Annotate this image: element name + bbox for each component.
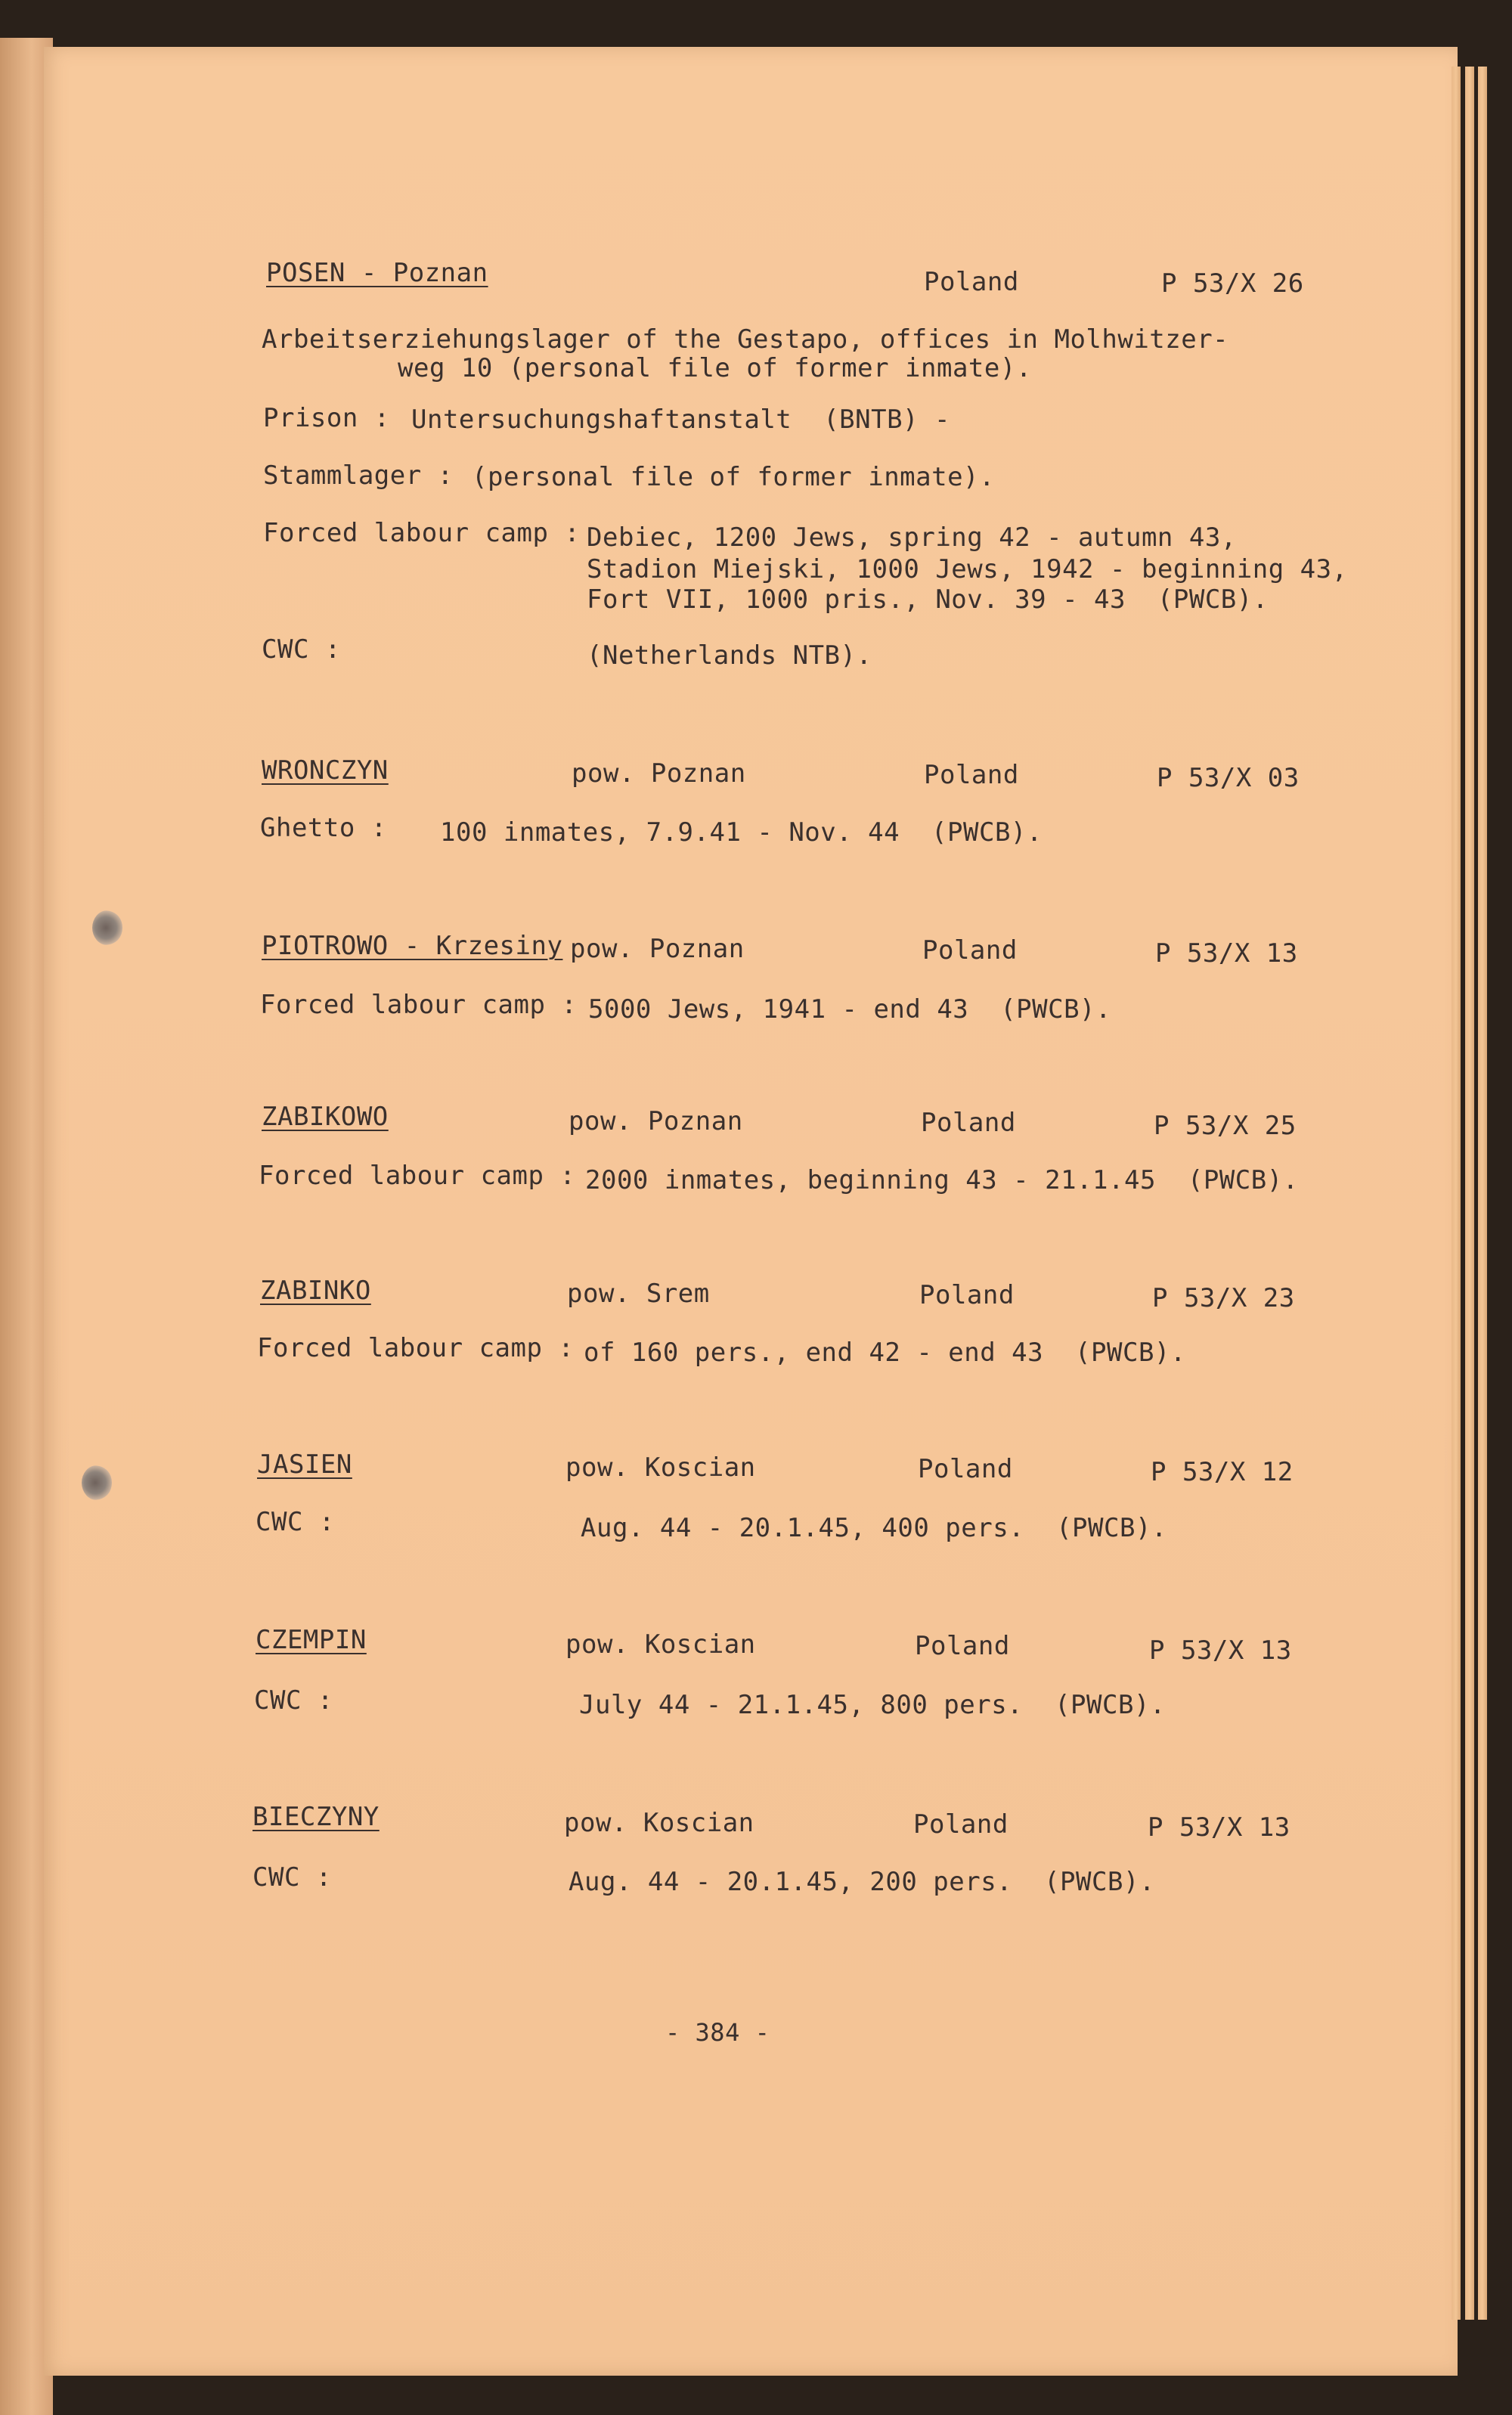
entry-pow-zabinko: pow. Srem — [567, 1279, 710, 1309]
entry-country-zabinko: Poland — [919, 1280, 1015, 1310]
entry-title-bieczyny: BIECZYNY — [253, 1802, 380, 1832]
entry-label-jasien: CWC : — [256, 1507, 335, 1537]
posen-prison-label: Prison : — [263, 403, 390, 433]
entry-title-piotrowo: PIOTROWO - Krzesiny — [262, 931, 563, 961]
entry-ref-zabinko: P 53/X 23 — [1152, 1283, 1295, 1313]
punch-hole — [82, 1465, 112, 1500]
entry-country-zabikowo: Poland — [921, 1108, 1016, 1138]
entry-title-posen: POSEN - Poznan — [266, 258, 488, 288]
entry-title-zabikowo: ZABIKOWO — [262, 1102, 389, 1132]
entry-detail-czempin: July 44 - 21.1.45, 800 pers. (PWCB). — [579, 1690, 1166, 1720]
entry-label-zabikowo: Forced labour camp : — [259, 1161, 576, 1191]
entry-title-czempin: CZEMPIN — [256, 1625, 367, 1655]
posen-forced-label: Forced labour camp : — [263, 518, 581, 548]
posen-intro-line-1: Arbeitserziehungslager of the Gestapo, offices in Molhwitzer- — [262, 324, 1229, 355]
entry-title-zabinko: ZABINKO — [260, 1276, 371, 1306]
entry-ref-piotrowo: P 53/X 13 — [1155, 938, 1298, 969]
posen-intro-line-2: weg 10 (personal file of former inmate). — [398, 353, 1032, 383]
page-edge-stack — [1465, 67, 1474, 2320]
posen-prison-value: Untersuchungshaftanstalt (BNTB) - — [411, 405, 950, 435]
entry-ref-bieczyny: P 53/X 13 — [1148, 1812, 1290, 1843]
posen-cwc-value: (Netherlands NTB). — [587, 640, 872, 671]
entry-pow-czempin: pow. Koscian — [565, 1629, 756, 1660]
entry-detail-bieczyny: Aug. 44 - 20.1.45, 200 pers. (PWCB). — [569, 1867, 1155, 1897]
entry-detail-zabikowo: 2000 inmates, beginning 43 - 21.1.45 (PWCB). — [585, 1165, 1299, 1195]
entry-ref-jasien: P 53/X 12 — [1151, 1457, 1294, 1487]
entry-detail-wronczyn: 100 inmates, 7.9.41 - Nov. 44 (PWCB). — [440, 817, 1043, 848]
entry-detail-jasien: Aug. 44 - 20.1.45, 400 pers. (PWCB). — [581, 1513, 1167, 1543]
entry-detail-piotrowo: 5000 Jews, 1941 - end 43 (PWCB). — [588, 994, 1112, 1025]
entry-pow-zabikowo: pow. Poznan — [569, 1106, 743, 1136]
entry-label-czempin: CWC : — [254, 1685, 333, 1716]
entry-country-posen: Poland — [924, 267, 1019, 297]
entry-pow-jasien: pow. Koscian — [565, 1452, 756, 1483]
entry-pow-bieczyny: pow. Koscian — [564, 1808, 754, 1838]
entry-title-jasien: JASIEN — [257, 1449, 352, 1480]
entry-country-wronczyn: Poland — [924, 760, 1019, 790]
entry-country-czempin: Poland — [915, 1631, 1010, 1661]
entry-ref-posen: P 53/X 26 — [1161, 268, 1304, 299]
posen-forced-line-1: Debiec, 1200 Jews, spring 42 - autumn 43, — [587, 522, 1237, 553]
entry-pow-wronczyn: pow. Poznan — [572, 758, 746, 789]
entry-country-jasien: Poland — [918, 1454, 1013, 1484]
entry-label-piotrowo: Forced labour camp : — [260, 990, 578, 1020]
posen-cwc-label: CWC : — [262, 634, 341, 665]
page-edge-stack — [1452, 67, 1461, 2320]
punch-hole — [92, 910, 122, 945]
posen-stammlager-value: (personal file of former inmate). — [472, 462, 996, 492]
page-number: - 384 - — [665, 2018, 770, 2047]
entry-label-wronczyn: Ghetto : — [260, 813, 387, 843]
entry-ref-wronczyn: P 53/X 03 — [1157, 763, 1300, 793]
page-edge-stack — [1478, 67, 1487, 2320]
entry-ref-zabikowo: P 53/X 25 — [1154, 1111, 1297, 1141]
entry-ref-czempin: P 53/X 13 — [1149, 1635, 1292, 1666]
entry-country-piotrowo: Poland — [922, 935, 1018, 966]
posen-forced-line-3: Fort VII, 1000 pris., Nov. 39 - 43 (PWCB). — [587, 584, 1269, 615]
posen-forced-line-2: Stadion Miejski, 1000 Jews, 1942 - beginning 43, — [587, 554, 1348, 584]
entry-label-zabinko: Forced labour camp : — [257, 1333, 575, 1363]
entry-country-bieczyny: Poland — [913, 1809, 1009, 1840]
posen-stammlager-label: Stammlager : — [263, 460, 454, 491]
entry-title-wronczyn: WRONCZYN — [262, 755, 389, 786]
entry-pow-piotrowo: pow. Poznan — [570, 934, 745, 964]
entry-label-bieczyny: CWC : — [253, 1862, 332, 1893]
entry-detail-zabinko: of 160 pers., end 42 - end 43 (PWCB). — [584, 1338, 1186, 1368]
